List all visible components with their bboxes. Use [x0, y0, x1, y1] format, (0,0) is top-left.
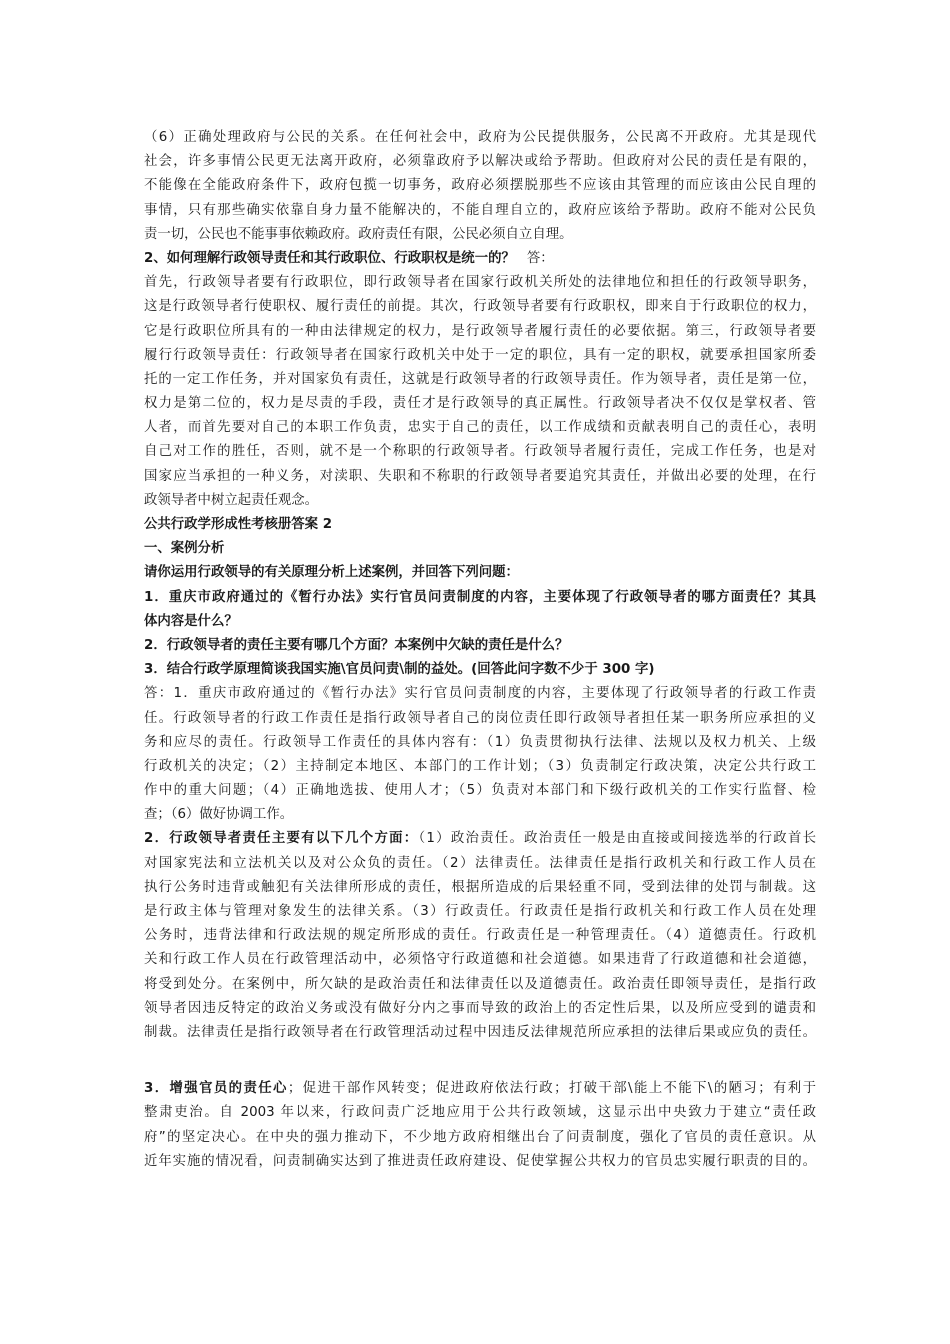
answer-2-line: 领导者因违反特定的政治义务或没有做好分内之事而导致的政治上的否定性后果，以及所应受到的谴责和	[144, 1000, 816, 1016]
answer-3-line: 府”的坚定决心。在中央的强力推动下，不少地方政府相继出台了问责制度，强化了官员的责任意识。从	[144, 1129, 816, 1145]
paragraph-line: 不能像在全能政府条件下，政府包揽一切事务，政府必须摆脱那些不应该由其管理的而应该由公民自理的	[144, 178, 816, 194]
paragraph-line: 国家应当承担的一种义务，对渎职、失职和不称职的行政领导者要追究其责任，并做出必要的处理，在行	[144, 468, 816, 484]
answer-2-first-line	[144, 827, 816, 851]
section-heading-case: 一、案例分析	[144, 541, 225, 557]
question-1: 1．重庆市政府通过的《暂行办法》实行官员问责制度的内容，主要体现了行政领导者的哪方面责任？其具	[144, 589, 816, 605]
answer-2-line: 对国家宪法和立法机关以及对公众负的责任。（2）法律责任。法律责任是指行政机关和行政工作人员在	[144, 855, 816, 871]
paragraph-line: （6）正确处理政府与公民的关系。在任何社会中，政府为公民提供服务，公民离不开政府。尤其是现代	[144, 130, 816, 145]
answer-1-line: 答：1．重庆市政府通过的《暂行办法》实行官员问责制度的内容，主要体现了行政领导者的行政工作责	[144, 686, 816, 702]
paragraph-line: 首先，行政领导者要有行政职位，即行政领导者在国家行政机关所处的法律地位和担任的行政领导职务，	[144, 275, 816, 291]
paragraph-line: 它是行政职位所具有的一种由法律规定的权力，是行政领导者履行责任的必要依据。第三，行政领导者要	[144, 323, 816, 339]
paragraph-line: 责一切，公民也不能事事依赖政府。政府责任有限，公民必须自立自理。	[144, 226, 573, 242]
question-2-text: 2、如何理解行政领导责任和其行政职位、行政职权是统一的？	[144, 250, 515, 266]
answer-3-line: 整肃吏治。自 2003 年以来，行政问责广泛地应用于公共行政领域，这显示出中央致力于建立“责任政	[144, 1105, 816, 1121]
paragraph-gap	[144, 1045, 816, 1077]
question-1-cont: 体内容是什么？	[144, 613, 238, 629]
answer-1-line: 行政机关的决定；（2）主持制定本地区、本部门的工作计划；（3）负责制定行政决策，决定公共行政工	[144, 758, 816, 774]
question-3: 3．结合行政学原理简谈我国实施\官员问责\制的益处。(回答此问字数不少于 300 字)	[144, 662, 655, 678]
paragraph-line: 人者，而首先要对自己的本职工作负责，忠实于自己的责任，以工作成绩和贡献表明自己的责任心，表明	[144, 420, 816, 436]
paragraph-line: 权力是第二位的，权力是尽责的手段，责任才是行政领导的真正属性。行政领导者决不仅仅是掌权者、管	[144, 396, 816, 412]
answer-2-line: 公务时，违背法律和行政法规的规定所形成的责任。行政责任是一种管理责任。（4）道德责任。行政机	[144, 928, 816, 944]
paragraph-line: 事情，只有那些确实依靠自身力量不能解决的，不能自理自立的，政府应该给予帮助。政府不能对公民负	[144, 202, 816, 218]
paragraph-line: 托的一定工作任务，并对国家负有责任，这就是行政领导者的行政领导责任。作为领导者，责任是第一位，	[144, 371, 816, 387]
paragraph-line: 这是行政领导者行使职权、履行责任的前提。其次，行政领导者要有行政职权，即来自于行政职位的权力，	[144, 299, 816, 315]
question-2: 2．行政领导者的责任主要有哪几个方面？本案例中欠缺的责任是什么？	[144, 637, 569, 653]
answer-1-line: 任。行政领导者的行政工作责任是指行政领导者自己的岗位责任即行政领导者担任某一职务所应承担的义	[144, 710, 816, 726]
answer-3-rest: ；促进干部作风转变；促进政府依法行政；打破干部\能上不能下\的陋习；有利于	[287, 1081, 816, 1097]
instruction-heading: 请你运用行政领导的有关原理分析上述案例，并回答下列问题：	[144, 565, 519, 581]
answer-2-line: 将受到处分。在案例中，所欠缺的是政治责任和法律责任以及道德责任。政治责任即领导责任，是指行政	[144, 976, 816, 992]
answer-3-line: 近年实施的情况看，问责制确实达到了推进责任政府建设、促使掌握公共权力的官员忠实履行职责的目的。	[144, 1153, 816, 1169]
answer-3-lead: 3．增强官员的责任心	[144, 1081, 288, 1097]
answer-2-lead: 2．行政领导者责任主要有以下几个方面：	[144, 831, 419, 847]
answer-label: 答：	[526, 250, 554, 266]
answer-1-line: 务和应尽的责任。行政领导工作责任的具体内容有：（1）负责贯彻执行法律、法规以及权力机关、上级	[144, 734, 816, 750]
paragraph-line: 履行行政领导责任：行政领导者在国家行政机关中处于一定的职位，具有一定的职权，就要承担国家所委	[144, 347, 816, 363]
section-title: 公共行政学形成性考核册答案 2	[144, 517, 333, 532]
answer-1-line: 作中的重大问题；（4）正确地选拔、使用人才；（5）负责对本部门和下级行政机关的工作实行监督、检	[144, 783, 816, 799]
answer-2-line: 关和行政工作人员在行政管理活动中，必须恪守行政道德和社会道德。如果违背了行政道德和社会道德，	[144, 952, 816, 968]
paragraph-line: 自己对工作的胜任，否则，就不是一个称职的行政领导者。行政领导者履行责任，完成工作任务，也是对	[144, 444, 816, 460]
answer-2-line: 是行政主体与管理对象发生的法律关系。（3）行政责任。行政责任是指行政机关和行政工作人员在处理	[144, 904, 816, 919]
paragraph-line: 社会，许多事情公民更无法离开政府，必须靠政府予以解决或给予帮助。但政府对公民的责任是有限的，	[144, 154, 816, 170]
answer-1-line: 查；（6）做好协调工作。	[144, 807, 294, 823]
answer-2-line: 制裁。法律责任是指行政领导者在行政管理活动过程中因违反法律规范所应承担的法律后果或应负的责任。	[144, 1024, 816, 1040]
document-page	[144, 126, 816, 1174]
paragraph-line: 政领导者中树立起责任观念。	[144, 492, 319, 508]
question-2-heading	[144, 247, 816, 271]
answer-2-rest: （1）政治责任。政治责任一般是由直接或间接选举的行政首长	[418, 831, 816, 847]
answer-2-line: 执行公务时违背或触犯有关法律所形成的责任，根据所造成的后果轻重不同，受到法律的处罚与制裁。这	[144, 879, 816, 895]
answer-3-first-line	[144, 1077, 816, 1101]
